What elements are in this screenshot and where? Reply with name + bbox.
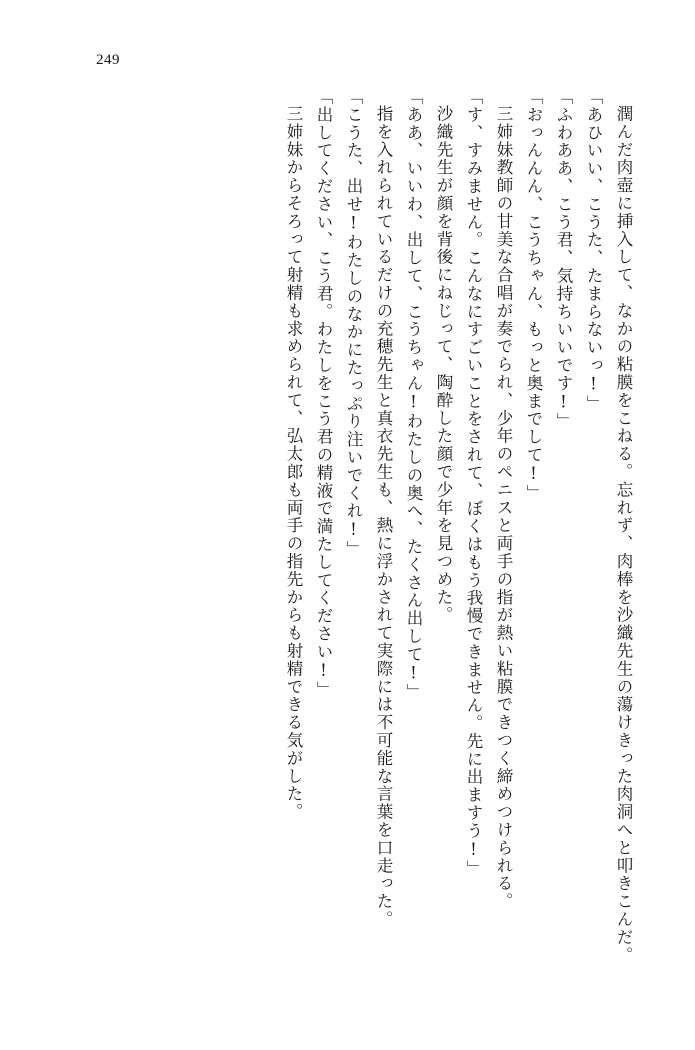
body-text: [68, 88, 638, 988]
paragraph: 「あひいい、こうた、たまらないっ!」: [584, 88, 603, 413]
paragraph: 潤んだ肉壺に挿入して、なかの粘膜をこねる。忘れず、肉棒を沙織先生の蕩けきった肉洞へと叩きこんだ。: [614, 104, 633, 964]
paragraph: 「ふわああ、こう君、気持ちいいです!」: [554, 88, 573, 431]
paragraph: 「ああ、いいわ、出して、こうちゃん!わたしの奥へ、たくさん出して!」: [404, 88, 423, 702]
paragraph: 指を入れられているだけの充穂先生と真衣先生も、熱に浮かされて実際には不可能な言葉を口走った。: [374, 104, 393, 928]
paragraph: 三姉妹教師の甘美な合唱が奏でられ、少年のペニスと両手の指が熱い粘膜できつく締めつけられる。: [494, 104, 513, 910]
paragraph: 「おっんんん、こうちゃん、もっと奥までして!」: [524, 88, 543, 503]
paragraph: 沙織先生が顔を背後にねじって、陶酔した顔で少年を見つめた。: [434, 104, 453, 624]
paragraph: 三姉妹からそろって射精も求められて、弘太郎も両手の指先からも射精できる気がした。: [284, 104, 303, 821]
paragraph: 「出してください、こう君。わたしをこう君の精液で満たしてください!」: [314, 88, 333, 700]
page-number: 249: [96, 52, 120, 68]
paragraph: 「こうた、出せ!わたしのなかにたっぷり注いでくれ!」: [344, 88, 363, 559]
paragraph: 「す、すみません。こんなにすごいことをされて、ぼくはもう我慢できません。先に出ますう!」: [464, 88, 483, 879]
